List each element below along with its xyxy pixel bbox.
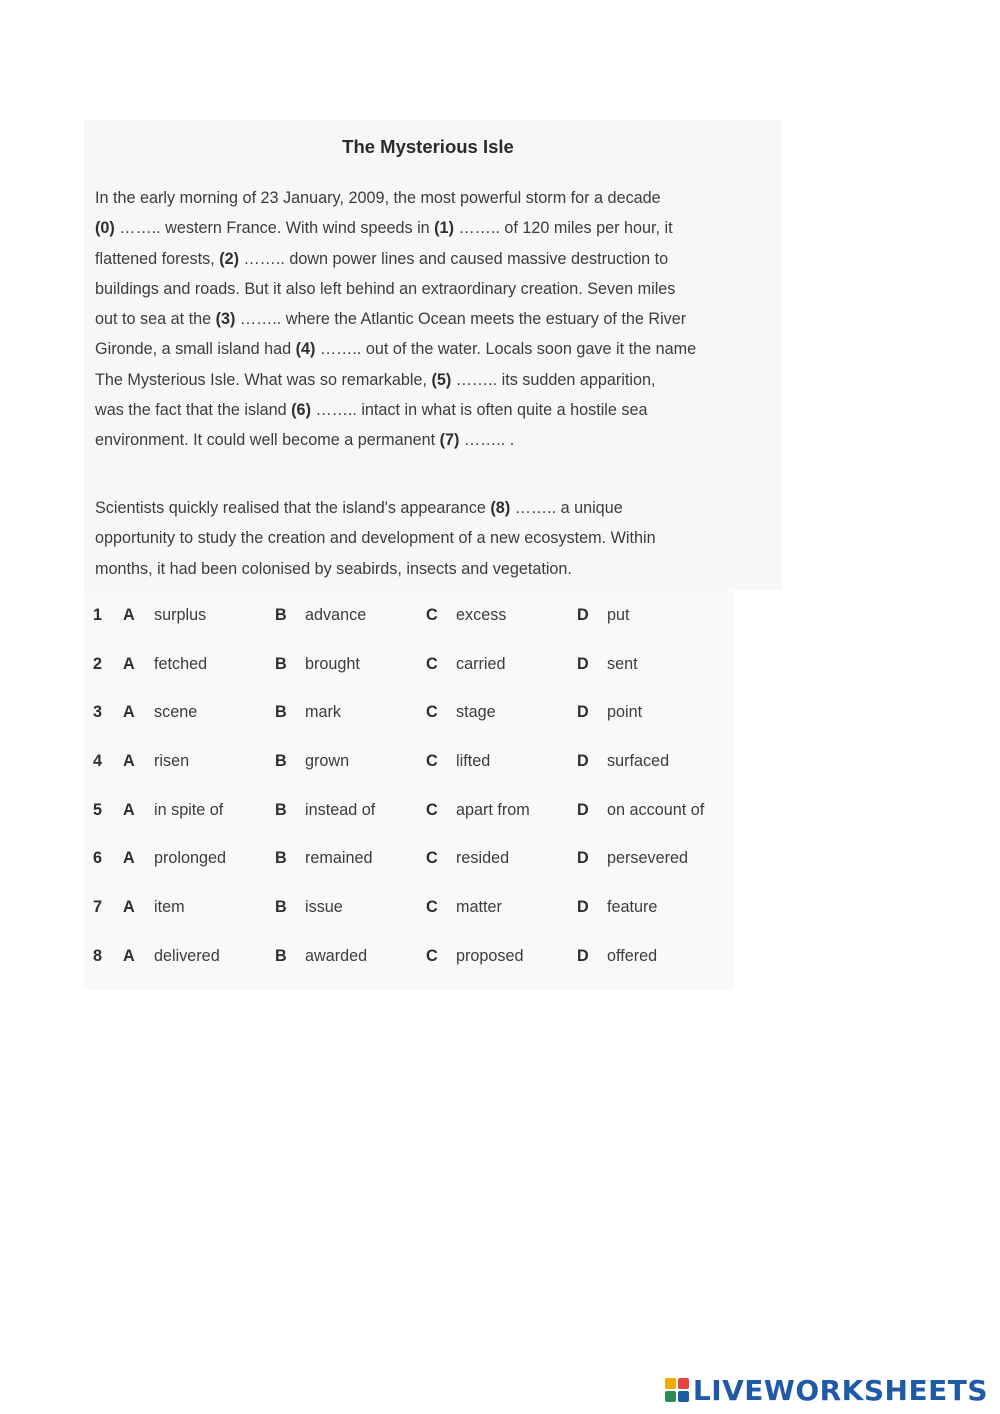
passage-line xyxy=(95,334,765,364)
passage-text: months, it had been colonised by seabirds, insects and vegetation. xyxy=(95,559,572,578)
option-letter: C xyxy=(426,849,438,868)
question-number: 8 xyxy=(93,946,103,965)
option-word: awarded xyxy=(305,946,368,965)
passage-text: environment. It could well become a permanent xyxy=(95,431,440,450)
passage-text: The Mysterious Isle. What was so remarkable, xyxy=(95,370,432,389)
option-word: put xyxy=(607,606,630,624)
option-letter: C xyxy=(426,703,438,722)
option-letter: B xyxy=(275,654,287,673)
passage-text: …….. western France. With wind speeds in xyxy=(114,219,435,238)
option-letter: D xyxy=(577,703,589,722)
option-word: risen xyxy=(154,752,190,771)
option-letter: C xyxy=(426,800,438,819)
passage-paragraph-2 xyxy=(95,493,765,584)
option-letter: A xyxy=(123,703,135,722)
gap-marker: (6) xyxy=(291,401,311,420)
option-word: apart from xyxy=(456,800,530,819)
option-letter: C xyxy=(426,946,438,965)
option-word: advance xyxy=(305,606,367,624)
option-word: resided xyxy=(456,849,510,868)
option-word: on account of xyxy=(607,800,705,819)
option-word: prolonged xyxy=(154,849,227,868)
logo-square xyxy=(665,1391,676,1402)
option-word: in spite of xyxy=(154,800,224,819)
option-word: surplus xyxy=(154,606,207,624)
passage-line xyxy=(95,213,765,243)
question-number: 6 xyxy=(93,849,103,868)
passage-text: opportunity to study the creation and development of a new ecosystem. Within xyxy=(95,529,656,548)
option-letter: D xyxy=(577,898,589,917)
question-number: 1 xyxy=(93,606,103,624)
option-letter: D xyxy=(577,946,589,965)
option-word: lifted xyxy=(456,752,491,771)
passage-text: was the fact that the island xyxy=(95,401,292,420)
option-word: sent xyxy=(607,654,638,673)
passage-text: flattened forests, xyxy=(95,249,220,268)
page-title: The Mysterious Isle xyxy=(342,136,514,157)
option-letter: A xyxy=(123,752,135,771)
option-word: fetched xyxy=(154,654,208,673)
passage-line xyxy=(95,554,765,584)
gap-marker: (5) xyxy=(431,370,452,389)
passage-text: …….. where the Atlantic Ocean meets the estuary of the River xyxy=(235,310,687,329)
logo-square xyxy=(665,1378,676,1389)
passage-text: …….. down power lines and caused massive destruction to xyxy=(238,249,669,268)
option-word: offered xyxy=(607,946,658,965)
option-letter: B xyxy=(275,703,287,722)
option-letter: A xyxy=(123,606,135,624)
option-word: stage xyxy=(456,703,496,722)
option-letter: B xyxy=(275,800,287,819)
passage-text: Scientists quickly realised that the island's appearance xyxy=(95,499,491,517)
option-letter: A xyxy=(123,800,135,819)
option-letter: D xyxy=(577,752,589,771)
passage-line xyxy=(95,365,765,395)
option-letter: D xyxy=(577,606,589,624)
option-word: feature xyxy=(607,898,658,917)
option-word: grown xyxy=(305,752,350,771)
passage-text: buildings and roads. But it also left behind an extraordinary creation. Seven miles xyxy=(95,279,676,298)
passage-line xyxy=(95,395,765,425)
option-letter: C xyxy=(426,606,438,624)
question-number: 7 xyxy=(93,898,103,917)
option-word: scene xyxy=(154,703,198,722)
option-letter: B xyxy=(275,849,287,868)
option-letter: C xyxy=(426,898,438,917)
gap-marker: (0) xyxy=(95,219,115,238)
option-word: item xyxy=(154,898,185,917)
option-word: mark xyxy=(305,703,341,722)
passage-text: …….. of 120 miles per hour, it xyxy=(453,219,673,238)
passage-text: out to sea at the xyxy=(95,310,216,329)
gap-marker: (3) xyxy=(215,310,236,329)
option-letter: A xyxy=(123,849,135,868)
passage-text: Gironde, a small island had xyxy=(95,340,296,359)
option-letter: D xyxy=(577,849,589,868)
passage-text: …….. . xyxy=(459,431,515,450)
option-word: matter xyxy=(456,898,502,917)
option-letter: A xyxy=(123,898,135,917)
gap-marker: (4) xyxy=(295,340,316,359)
passage-paragraph-1 xyxy=(95,183,765,456)
passage-text: …….. intact in what is often quite a hostile sea xyxy=(310,401,648,420)
passage-line xyxy=(95,274,765,304)
option-word: delivered xyxy=(154,946,220,965)
passage-line xyxy=(95,304,765,334)
passage-text: …….. out of the water. Locals soon gave it the name xyxy=(315,340,697,359)
brand-text: LIVEWORKSHEETS xyxy=(692,1373,988,1407)
option-letter: B xyxy=(275,898,287,917)
option-letter: B xyxy=(275,606,287,624)
option-word: excess xyxy=(456,606,507,624)
passage-text: …….. a unique xyxy=(510,499,623,517)
option-word: issue xyxy=(305,898,343,917)
gap-marker: (7) xyxy=(439,431,460,450)
gap-marker: (8) xyxy=(490,499,511,517)
option-word: surfaced xyxy=(607,752,670,771)
question-number: 4 xyxy=(93,752,103,771)
option-word: proposed xyxy=(456,946,524,965)
option-letter: B xyxy=(275,752,287,771)
option-word: remained xyxy=(305,849,373,868)
gap-marker: (2) xyxy=(219,249,239,268)
question-number: 3 xyxy=(93,703,103,722)
option-word: persevered xyxy=(607,849,688,868)
scanned-options-background xyxy=(84,590,734,990)
option-letter: D xyxy=(577,800,589,819)
liveworksheets-brand xyxy=(665,1374,988,1406)
option-letter: B xyxy=(275,946,287,965)
logo-square xyxy=(678,1378,689,1389)
passage-line xyxy=(95,244,765,274)
option-word: point xyxy=(607,703,643,722)
option-letter: A xyxy=(123,946,135,965)
option-word: instead of xyxy=(305,800,376,819)
option-letter: A xyxy=(123,654,135,673)
logo-square xyxy=(678,1391,689,1402)
passage-line xyxy=(95,523,765,553)
question-number: 5 xyxy=(93,800,103,819)
option-letter: C xyxy=(426,654,438,673)
passage-text: …….. its sudden apparition, xyxy=(451,370,656,389)
option-word: carried xyxy=(456,654,506,673)
gap-marker: (1) xyxy=(434,219,454,238)
passage-text: In the early morning of 23 January, 2009, the most powerful storm for a decade xyxy=(95,189,661,207)
question-number: 2 xyxy=(93,654,103,673)
passage-line xyxy=(95,425,765,455)
option-letter: D xyxy=(577,654,589,673)
option-letter: C xyxy=(426,752,438,771)
liveworksheets-logo-icon xyxy=(665,1378,689,1402)
passage-line xyxy=(95,183,765,213)
passage-line xyxy=(95,493,765,523)
option-word: brought xyxy=(305,654,360,673)
